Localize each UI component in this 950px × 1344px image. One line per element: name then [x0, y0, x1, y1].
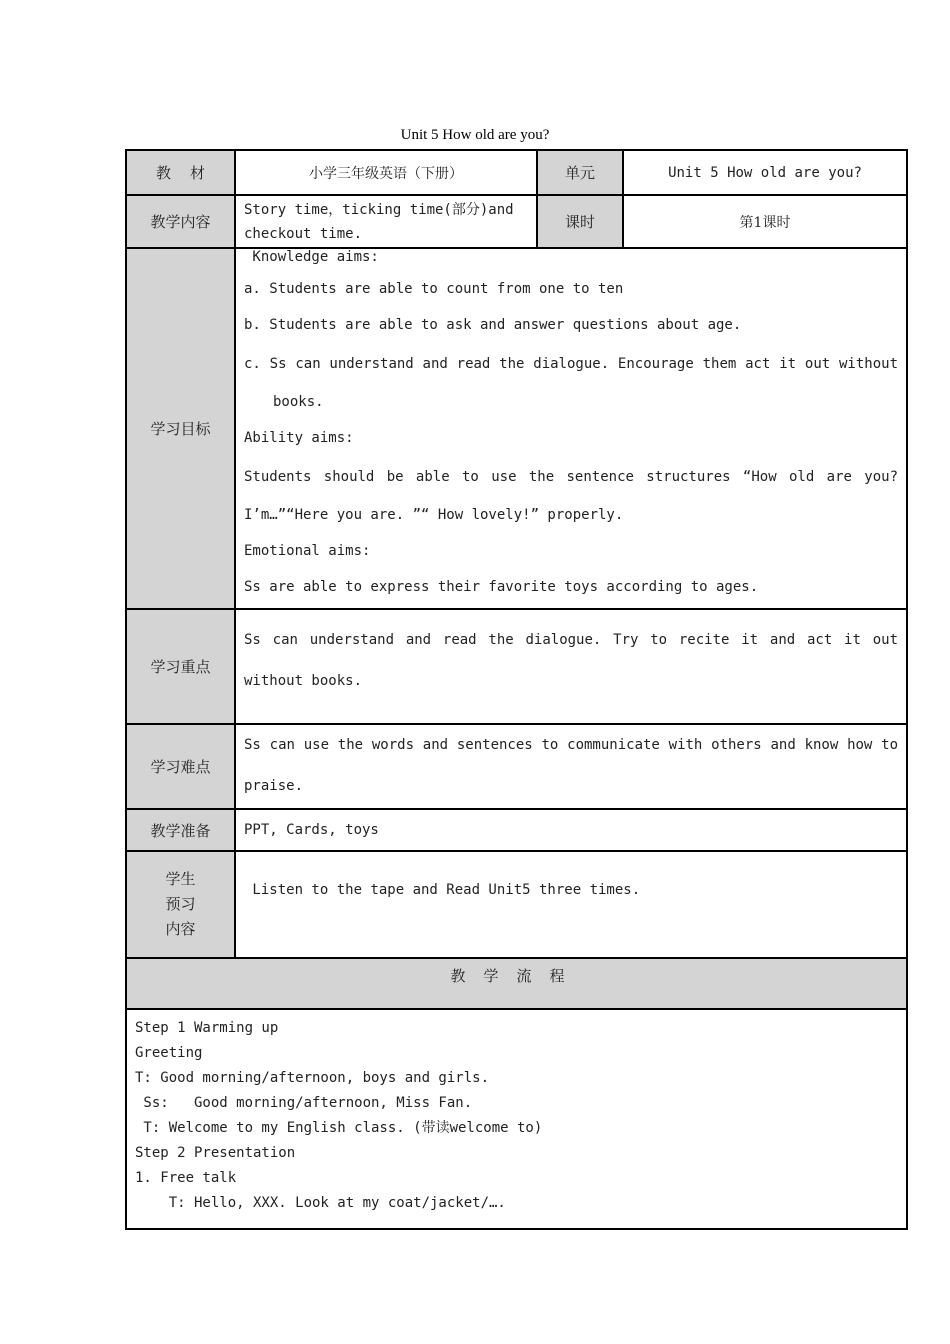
material-value: 小学三年级英语（下册） [235, 150, 537, 195]
period-value: 第1课时 [623, 195, 907, 248]
key-points-label: 学习重点 [126, 609, 235, 724]
key-points-line1: Ss can understand and read the dialogue. Try to recite it and act it out [244, 632, 898, 648]
content-value: Story time，ticking time(部分)and checkout time. [235, 195, 537, 248]
row-key-points [126, 609, 907, 724]
process-line: Greeting [135, 1045, 203, 1061]
knowledge-aims-title: Knowledge aims: [244, 249, 379, 265]
row-objectives [126, 248, 907, 609]
objectives-label: 学习目标 [126, 248, 235, 609]
row-content [126, 195, 907, 248]
key-points-line2: without books. [244, 673, 363, 689]
process-line: 1. Free talk [135, 1170, 237, 1186]
row-process-heading [126, 958, 907, 1009]
objective-item-c: c. Ss can understand and read the dialogue. Encourage them act it out without [244, 355, 898, 372]
key-points-content [235, 609, 907, 724]
row-material [126, 150, 907, 195]
row-difficulties [126, 724, 907, 809]
process-line: Ss: Good morning/afternoon, Miss Fan. [135, 1095, 473, 1111]
process-line: Step 2 Presentation [135, 1145, 296, 1161]
document-title: Unit 5 How old are you? [400, 127, 550, 143]
preview-value: Listen to the tape and Read Unit5 three times. [235, 851, 907, 958]
content-label: 教学内容 [126, 195, 235, 248]
preparation-label: 教学准备 [126, 809, 235, 851]
process-line: T: Good morning/afternoon, boys and girls. [135, 1070, 490, 1086]
preparation-value: PPT, Cards, toys [235, 809, 907, 851]
process-line: Step 1 Warming up [135, 1020, 279, 1036]
preview-label: 学生 预习 内容 [126, 851, 235, 958]
difficulties-label: 学习难点 [126, 724, 235, 809]
process-content [126, 1009, 907, 1229]
process-line: T: Welcome to my English class. (带读welcome to) [135, 1120, 543, 1136]
period-label: 课时 [537, 195, 623, 248]
difficulties-content [235, 724, 907, 809]
process-line: T: Hello, XXX. Look at my coat/jacket/…. [135, 1195, 506, 1211]
ability-aims-line1: Students should be able to use the sentence structures “How old are you? [244, 468, 898, 485]
objective-item-c-cont: books. [273, 394, 324, 410]
process-heading: 教学流程 [126, 958, 907, 1009]
row-preparation [126, 809, 907, 851]
material-label: 教 材 [126, 150, 235, 195]
lesson-plan-table [125, 149, 908, 1230]
unit-value: Unit 5 How old are you? [623, 150, 907, 195]
ability-aims-line2: I’m…”“Here you are. ”“ How lovely!” properly. [244, 507, 624, 523]
row-preview [126, 851, 907, 958]
difficulties-line2: praise. [244, 778, 304, 794]
objective-item-a: a. Students are able to count from one to ten [244, 281, 624, 297]
emotional-aims-text: Ss are able to express their favorite toys according to ages. [244, 579, 759, 595]
difficulties-line1: Ss can use the words and sentences to communicate with others and know how to [244, 737, 898, 753]
ability-aims-title: Ability aims: [244, 430, 354, 446]
objective-item-b: b. Students are able to ask and answer questions about age. [244, 317, 742, 333]
unit-label: 单元 [537, 150, 623, 195]
row-process [126, 1009, 907, 1229]
emotional-aims-title: Emotional aims: [244, 543, 371, 559]
objectives-content [235, 248, 907, 609]
